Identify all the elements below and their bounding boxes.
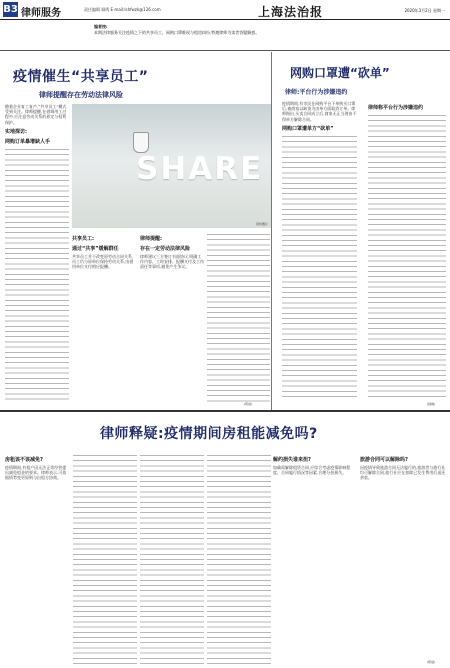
- photo-credit: 资料图片: [255, 222, 268, 226]
- story-column-2: [73, 453, 137, 664]
- section-name: 律师服务: [21, 8, 61, 19]
- story-column-1: [282, 101, 357, 401]
- story-column-4: [207, 453, 271, 664]
- issue-date: 2020年3月2日 星期一: [404, 8, 445, 13]
- story-end-mark: (陈斌): [244, 402, 253, 406]
- subheading-travel-contract: 旅游合同可以解除吗?: [360, 457, 408, 463]
- story-lead-column: [5, 104, 69, 404]
- editor-note-text: 本期法律服务关注疫情之下的共享员工、网购口罩维权与租房纠纷,特邀律师为读者答疑解惑。: [94, 30, 260, 35]
- story-body-1: 疫情期间,有租户因无法正常经营提出减免租金的要求。律师表示,可依据情势变更原则与出租方协商。: [5, 465, 67, 481]
- editor-note: [0, 22, 450, 51]
- subheading-order-growth: 网购订单暴增缺人手: [5, 138, 51, 145]
- subheading-rent-relief: 房租该不该减免?: [5, 457, 43, 463]
- subheading-platform-breach: 律师称平台行为涉嫌违约: [368, 105, 424, 111]
- story-column-3: [140, 232, 204, 404]
- subheading-shared-staff: 共享员工:: [72, 236, 94, 242]
- story-body-2: 如确需解除租赁合同,应综合考虑疫情影响程度、合同履行情况等因素,合理分担损失。: [273, 465, 351, 476]
- story-body-3: 因疫情导致旅游合同无法履行的,旅游者与旅行社均可解除合同,旅行社应在扣除已发生费用后退还余款。: [360, 465, 446, 481]
- subheading-cancelled-order: 网购口罩遭单方“砍单”: [282, 125, 334, 132]
- story-end-mark: (陈斌): [427, 660, 436, 664]
- mask-order-story: [272, 52, 450, 410]
- text-lines: [73, 453, 137, 664]
- masthead: [0, 0, 450, 20]
- story-lead: 随着企业复工复产,“共享员工”模式受到关注。律师提醒,在借调用工过程中,应注意劳动关系的界定与权利保护。: [5, 104, 67, 125]
- story-body-3: 律师建议三方签订书面协议,明确工作内容、工时安排、报酬支付及工伤责任等事项,避免产生争议。: [140, 254, 204, 270]
- share-photo: [72, 104, 271, 228]
- subheading-legal-risk: 存在一定劳动法律风险: [140, 246, 191, 252]
- editor-note-label: 编者按:: [94, 24, 108, 29]
- text-lines: [5, 147, 69, 404]
- story-subtitle-shared-staff: 律师提醒存在劳动法律风险: [39, 91, 123, 99]
- text-lines: [140, 453, 204, 664]
- cup-image: [133, 132, 149, 153]
- story-title-rent-relief: 律师释疑:疫情期间房租能减免吗?: [100, 426, 318, 442]
- editor-info: 责任编辑 顾鸣 E-mail:lshfwzk@126.com: [84, 7, 161, 12]
- newspaper-name: 上海法治报: [258, 5, 324, 19]
- text-lines: [282, 134, 357, 401]
- subheading-sharing-relief: 通过“共享”缓解群任: [72, 246, 119, 252]
- story-body: 疫情期间,有市民在网购平台下单购买口罩后,被商家以缺货为由单方面取消订单。律师指出,买卖合同成立后,商家无正当理由不得单方解除合同。: [282, 101, 357, 122]
- story-column-2: [72, 232, 136, 404]
- story-title-shared-staff: 疫情催生“共享员工”: [13, 69, 149, 85]
- story-column-2: [368, 101, 446, 401]
- text-lines: [207, 453, 271, 664]
- story-column-3: [140, 453, 204, 664]
- story-column-6: [360, 453, 447, 664]
- subheading-loss-allocation: 解约损失谁来担?: [273, 457, 311, 463]
- story-column-4: [207, 232, 270, 404]
- rent-relief-story: [0, 410, 450, 668]
- shared-staff-story: [0, 52, 272, 410]
- text-lines: [207, 232, 270, 404]
- story-column-5: [273, 453, 357, 664]
- subheading-field-visit: 实地探访:: [5, 128, 27, 135]
- story-body-2: 共享员工并不改变原劳动合同关系,员工仍与原单位保持劳动关系,由借用单位支付相应报酬。: [72, 254, 134, 270]
- story-column-1: [5, 453, 69, 664]
- story-title-mask-order: 网购口罩遭“砍单”: [290, 66, 390, 80]
- subheading-lawyer-warning: 律师提醒:: [140, 236, 162, 242]
- text-lines: [368, 113, 446, 401]
- story-end-mark: (陆晓): [427, 402, 436, 406]
- story-subtitle-mask-order: 律师:平台行为涉嫌违约: [285, 89, 348, 96]
- page-number: B3: [3, 4, 18, 15]
- share-image-text: SHARE: [136, 151, 264, 187]
